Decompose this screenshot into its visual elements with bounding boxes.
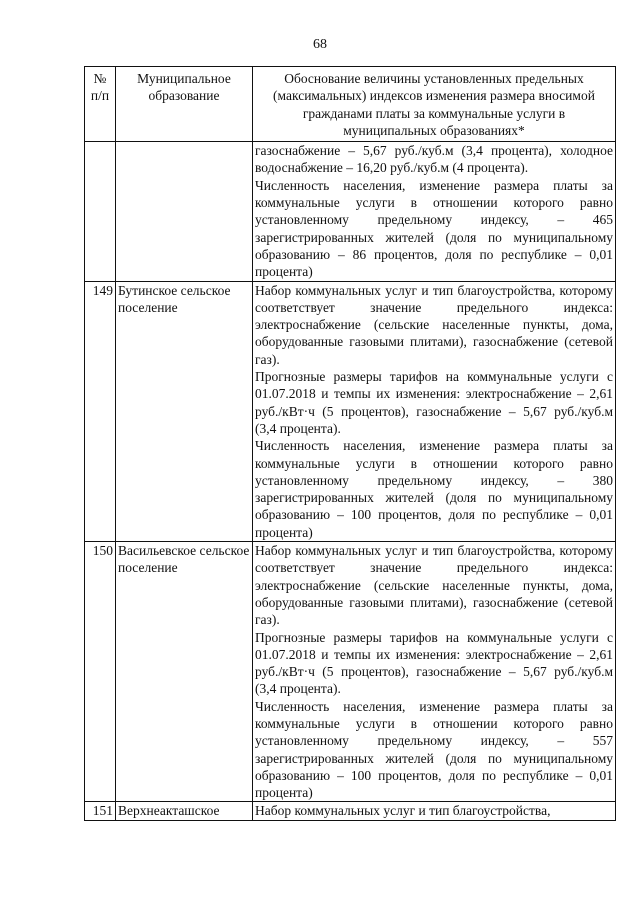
justification-paragraph: Прогнозные размеры тарифов на коммунальные услуги с 01.07.2018 и темпы их изменения: электроснабжение – 2,61 руб./кВт·ч (5 процентов), газоснабжение – 5,67 руб./куб.м (3,4 процента). [255, 369, 613, 436]
header-justification: Обоснование величины установленных предельных (максимальных) индексов изменения размера вносимой гражданами платы за коммунальные услуги в муниципальных образованиях* [253, 67, 616, 142]
row-municipality: Васильевское сельское поселение [116, 542, 253, 802]
tariff-justification-table [84, 66, 616, 821]
table-row [85, 281, 616, 541]
justification-paragraph: Набор коммунальных услуг и тип благоустройства, которому соответствует значение предельного индекса: электроснабжение (сельские населенные пункты, дома, оборудованные газовыми плитами), газоснабжение (сетевой газ). [255, 543, 613, 628]
row-municipality: Верхнеакташское [116, 802, 253, 820]
table-header-row [85, 67, 616, 142]
justification-paragraph: Набор коммунальных услуг и тип благоустройства, [255, 803, 551, 819]
header-municipality: Муниципальное образование [116, 67, 253, 142]
row-municipality [116, 142, 253, 281]
justification-paragraph: Прогнозные размеры тарифов на коммунальные услуги с 01.07.2018 и темпы их изменения: электроснабжение – 2,61 руб./кВт·ч (5 процентов), газоснабжение – 5,67 руб./куб.м (3,4 процента). [255, 629, 613, 697]
table-row [85, 802, 616, 820]
justification-paragraph: газоснабжение – 5,67 руб./куб.м (3,4 процента), холодное водоснабжение – 16,20 руб./куб.м (4 процента). [255, 143, 613, 176]
table-row [85, 542, 616, 802]
row-justification [253, 281, 616, 541]
header-number: № п/п [85, 67, 116, 142]
row-justification [253, 802, 616, 820]
row-number: 149 [85, 281, 116, 541]
row-municipality: Бутинское сельское поселение [116, 281, 253, 541]
justification-paragraph: Численность населения, изменение размера платы за коммунальные услуги в отношении которого равно установленному предельному индексу, – 557 зарегистрированных жителей (доля по муниципальному образованию – 100 процентов, доля по республике – 0,01 процента) [255, 698, 613, 801]
row-justification [253, 542, 616, 802]
row-justification [253, 142, 616, 281]
row-number: 151 [85, 802, 116, 820]
table-row [85, 142, 616, 281]
justification-paragraph: Численность населения, изменение размера платы за коммунальные услуги в отношении которого равно установленному предельному индексу, – 380 зарегистрированных жителей (доля по муниципальному образованию – 100 процентов, доля по республике – 0,01 процента) [255, 438, 613, 540]
row-number: 150 [85, 542, 116, 802]
justification-paragraph: Численность населения, изменение размера платы за коммунальные услуги в отношении которого равно установленному предельному индексу, – 465 зарегистрированных жителей (доля по муниципальному образованию – 86 процентов, доля по республике – 0,01 процента) [255, 177, 613, 280]
justification-paragraph: Набор коммунальных услуг и тип благоустройства, которому соответствует значение предельного индекса: электроснабжение (сельские населенные пункты, дома, оборудованные газовыми плитами), газоснабжение (сетевой газ). [255, 282, 613, 367]
page-number: 68 [313, 37, 327, 52]
row-number [85, 142, 116, 281]
